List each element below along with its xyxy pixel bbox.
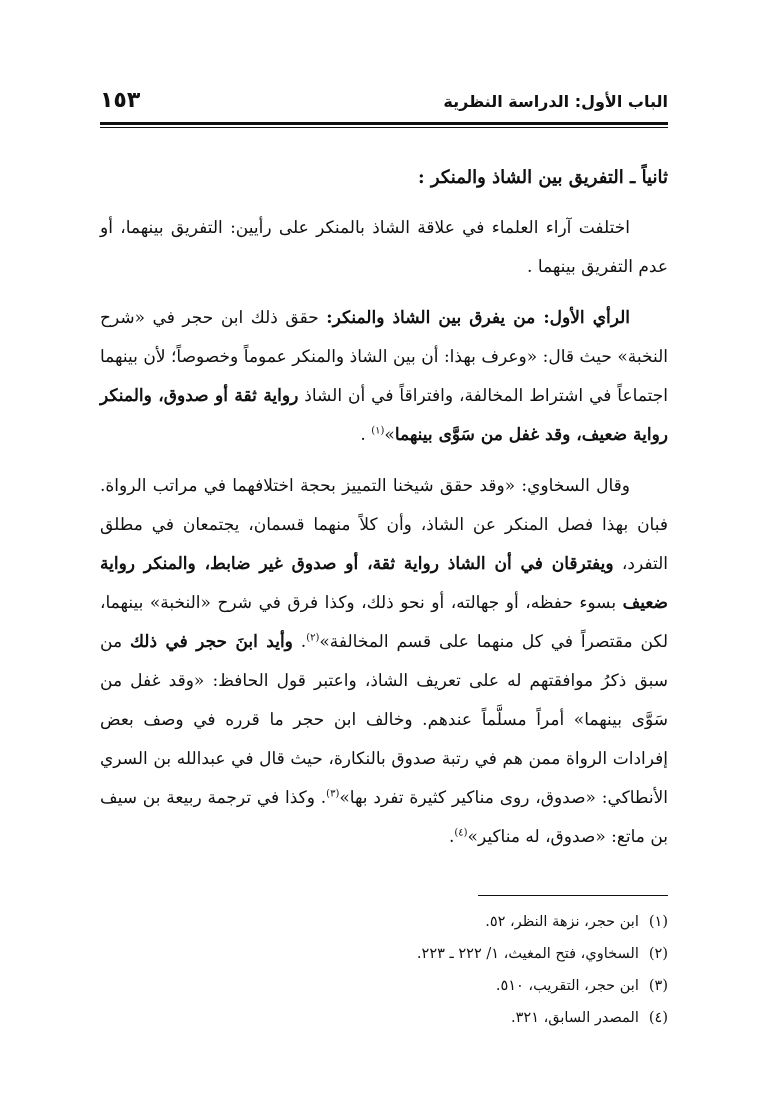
running-title: الباب الأول: الدراسة النظرية bbox=[443, 92, 668, 111]
paragraph-2-text-2: » bbox=[384, 425, 395, 445]
footnote-item bbox=[100, 938, 668, 970]
footnote-text: المصدر السابق، ٣٢١. bbox=[511, 1010, 639, 1026]
paragraph-2-bold-1: رواية ثقة أو صدوق، والمنكر رواية ضعيف، وقد غفل من سَوَّى بينهما bbox=[100, 386, 668, 445]
header-rule-thick bbox=[100, 122, 668, 125]
paragraph-3-text-1: وقال السخاوي: «وقد حقق شيخنا التمييز بحجة اختلافهما في مراتب الرواة. فبان بهذا فصل المنكر عن الشاذ، وأن كلاً منهما قسمان، يجتمعان في مطلق التفرد، bbox=[100, 476, 668, 574]
footnote-item bbox=[100, 906, 668, 938]
footnote-text: ابن حجر، التقريب، ٥١٠. bbox=[495, 978, 639, 994]
page-header bbox=[100, 86, 668, 122]
footnote-ref-1: (١) bbox=[371, 425, 385, 437]
page-number: ١٥٣ bbox=[100, 88, 141, 113]
paragraph-3-text-2: بسوء حفظه، أو جهالته، أو نحو ذلك، وكذا فرق في شرح «النخبة» بينهما، لكن مقتصراً في كل منهما على قسم المخالفة» bbox=[100, 593, 669, 652]
paragraph-3-text-5: . وكذا في ترجمة ربيعة بن سيف بن ماتع: «صدوق، له مناكير» bbox=[100, 788, 668, 847]
footnote-number: (٣) bbox=[648, 978, 668, 994]
paragraph-2-text-1: حقق ذلك ابن حجر في «شرح النخبة» حيث قال: «وعرف بهذا: أن بين الشاذ والمنكر عموماً وخصوصاً؛ لأن بينهما اجتماعاً في اشتراط المخالفة، وافتراقاً في أن الشاذ bbox=[100, 308, 669, 406]
paragraph-3 bbox=[100, 467, 668, 857]
footnote-number: (٤) bbox=[648, 1010, 668, 1026]
section-heading: ثانياً ـ التفريق بين الشاذ والمنكر : bbox=[418, 167, 668, 188]
footnote-ref-4: (٤) bbox=[454, 827, 468, 839]
footnote-text: السخاوي، فتح المغيث، ١/ ٢٢٢ ـ ٢٢٣. bbox=[416, 946, 639, 962]
footnote-separator bbox=[478, 895, 668, 896]
paragraph-1: اختلفت آراء العلماء في علاقة الشاذ بالمنكر على رأيين: التفريق بينهما، أو عدم التفريق بينهما . bbox=[100, 218, 668, 277]
paragraph-3-text-6: . bbox=[448, 827, 455, 847]
footnote-item bbox=[100, 970, 668, 1002]
footnote-ref-3: (٣) bbox=[326, 788, 340, 800]
footnote-number: (٢) bbox=[648, 946, 668, 962]
paragraph-2-end: . bbox=[360, 425, 372, 445]
footnote-item bbox=[100, 1002, 668, 1034]
footnote-number: (١) bbox=[648, 914, 668, 930]
paragraph-3-text-4: من سبق ذكرُ موافقتهم له على تعريف الشاذ، واعتبر قول الحافظ: «وقد غفل من سَوَّى بينهما» أمراً مسلَّماً عندهم. وخالف ابن حجر ما قرره في وصف بعض إفرادات الرواة ممن هم في رتبة صدوق بالنكارة، حيث قال في عبدالله بن السري الأنطاكي: «صدوق، روى مناكير كثيرة تفرد بها» bbox=[100, 632, 668, 808]
main-text bbox=[100, 158, 668, 857]
footnote-ref-2: (٢) bbox=[306, 632, 320, 644]
paragraph-2 bbox=[100, 299, 668, 455]
footnotes bbox=[100, 906, 668, 1034]
paragraph-2-label: الرأي الأول: من يفرق بين الشاذ والمنكر: bbox=[326, 308, 631, 328]
paragraph-3-bold-1: ويفترقان في أن الشاذ رواية ثقة، أو صدوق غير ضابط، والمنكر رواية ضعيف bbox=[100, 554, 668, 613]
header-rule-thin bbox=[100, 127, 668, 128]
paragraph-3-bold-2: وأيد ابنَ حجر في ذلك bbox=[129, 632, 293, 652]
paragraph-3-text-3: . bbox=[292, 632, 307, 652]
footnote-text: ابن حجر، نزهة النظر، ٥٢. bbox=[485, 914, 639, 930]
